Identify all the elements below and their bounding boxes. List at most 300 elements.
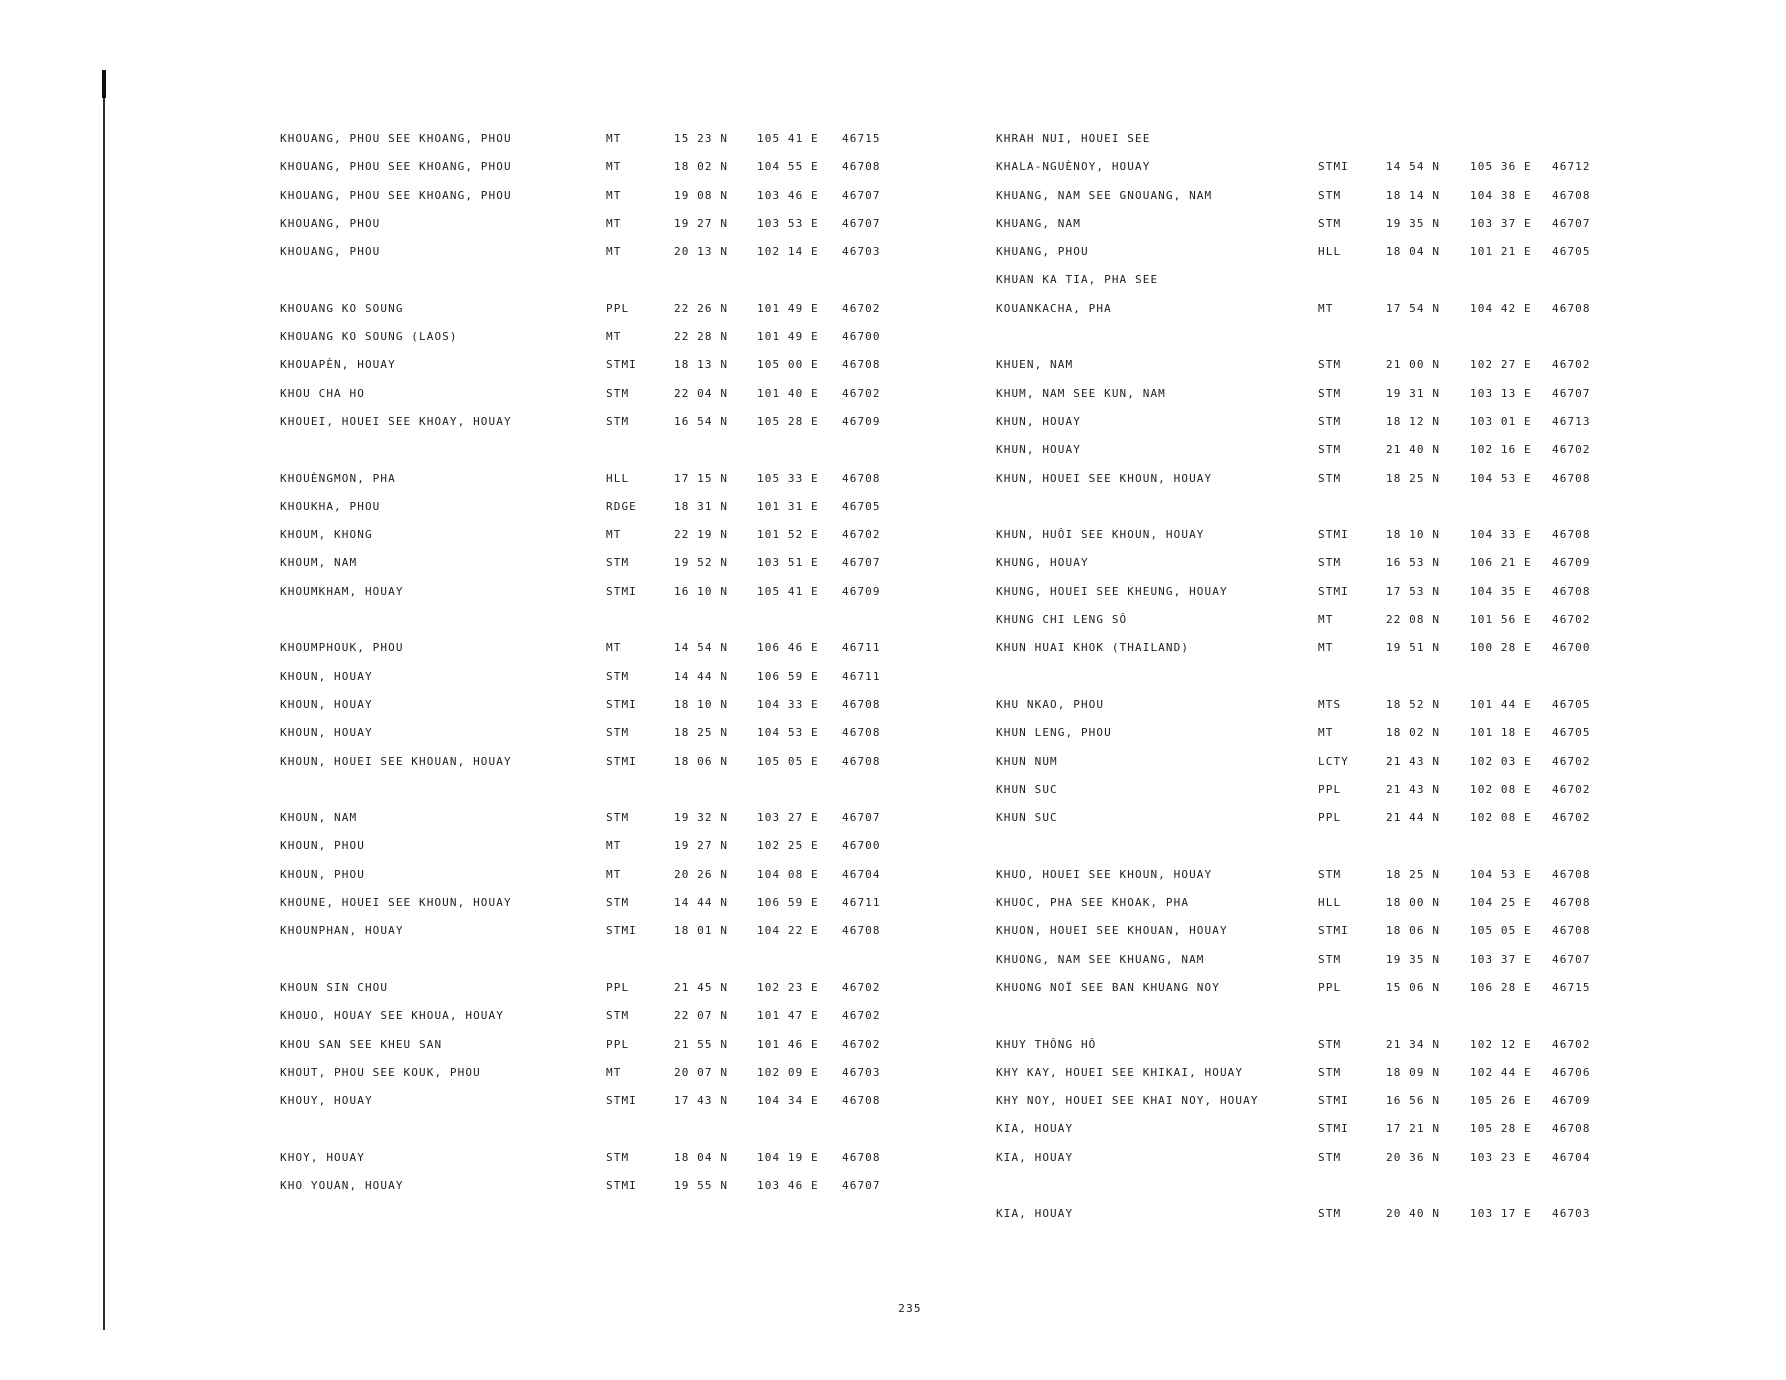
place-name: KHUAN KA TIA, PHA SEE (996, 273, 1159, 287)
feature-type: STM (1318, 386, 1342, 400)
place-name: KHOUN, NAM (280, 811, 358, 825)
map-sheet-number: 46708 (842, 697, 881, 711)
feature-type: MT (606, 160, 622, 174)
place-name: KHUANG, PHOU (996, 245, 1089, 259)
feature-type: MT (606, 528, 622, 542)
latitude: 22 19 N (674, 528, 729, 542)
place-name: KHOUN SIN CHOU (280, 980, 389, 994)
longitude: 101 40 E (757, 386, 819, 400)
longitude: 103 37 E (1470, 952, 1532, 966)
latitude: 18 02 N (1386, 726, 1441, 740)
longitude: 104 22 E (757, 924, 819, 938)
place-name: KHOUMKHAM, HOUAY (280, 584, 404, 598)
latitude: 21 43 N (1386, 782, 1441, 796)
latitude: 21 45 N (674, 980, 729, 994)
place-name: KHOUM, NAM (280, 556, 358, 570)
map-sheet-number: 46707 (842, 216, 881, 230)
longitude: 106 59 E (757, 669, 819, 683)
longitude: 101 52 E (757, 528, 819, 542)
map-sheet-number: 46702 (842, 386, 881, 400)
latitude: 22 08 N (1386, 613, 1441, 627)
longitude: 103 13 E (1470, 386, 1532, 400)
place-name: KHOUN, HOUAY (280, 697, 373, 711)
longitude: 104 53 E (757, 726, 819, 740)
latitude: 18 09 N (1386, 1065, 1441, 1079)
longitude: 102 25 E (757, 839, 819, 853)
feature-type: MT (606, 330, 622, 344)
longitude: 101 56 E (1470, 613, 1532, 627)
place-name: KHOUANG, PHOU SEE KHOANG, PHOU (280, 132, 512, 145)
feature-type: MT (1318, 726, 1334, 740)
map-sheet-number: 46708 (842, 924, 881, 938)
longitude: 105 05 E (1470, 924, 1532, 938)
map-sheet-number: 46702 (842, 528, 881, 542)
feature-type: MT (606, 867, 622, 881)
map-sheet-number: 46707 (842, 556, 881, 570)
place-name: KHU NKAO, PHOU (996, 697, 1105, 711)
longitude: 103 37 E (1470, 216, 1532, 230)
place-name: KHOUO, HOUAY SEE KHOUA, HOUAY (280, 1009, 504, 1023)
map-sheet-number: 46712 (1552, 160, 1591, 174)
longitude: 102 03 E (1470, 754, 1532, 768)
longitude: 104 19 E (757, 1150, 819, 1164)
latitude: 16 10 N (674, 584, 729, 598)
place-name: KHOUEI, HOUEI SEE KHOAY, HOUAY (280, 414, 512, 428)
latitude: 14 54 N (1386, 160, 1441, 174)
map-sheet-number: 46703 (1552, 1207, 1591, 1221)
latitude: 17 15 N (674, 471, 729, 485)
feature-type: STMI (606, 754, 637, 768)
map-sheet-number: 46705 (1552, 697, 1591, 711)
map-sheet-number: 46708 (842, 1094, 881, 1108)
latitude: 16 54 N (674, 414, 729, 428)
feature-type: STMI (1318, 924, 1349, 938)
longitude: 105 41 E (757, 584, 819, 598)
longitude: 104 53 E (1470, 867, 1532, 881)
feature-type: STMI (1318, 528, 1349, 542)
latitude: 21 40 N (1386, 443, 1441, 457)
feature-type: STM (606, 386, 630, 400)
feature-type: LCTY (1318, 754, 1349, 768)
map-sheet-number: 46708 (842, 471, 881, 485)
latitude: 14 54 N (674, 641, 729, 655)
longitude: 104 35 E (1470, 584, 1532, 598)
feature-type: MT (606, 188, 622, 202)
page-number: 235 (898, 1302, 922, 1315)
feature-type: PPL (1318, 811, 1342, 825)
map-sheet-number: 46708 (1552, 584, 1591, 598)
feature-type: STM (1318, 1037, 1342, 1051)
place-name: KHOUN, HOUEI SEE KHOUAN, HOUAY (280, 754, 512, 768)
place-name: KHOUNPHAN, HOUAY (280, 924, 404, 938)
feature-type: STMI (606, 358, 637, 372)
latitude: 17 54 N (1386, 301, 1441, 315)
map-sheet-number: 46706 (1552, 1065, 1591, 1079)
feature-type: MT (606, 245, 622, 259)
feature-type: STM (1318, 216, 1342, 230)
map-sheet-number: 46700 (842, 839, 881, 853)
feature-type: STM (606, 811, 630, 825)
feature-type: STMI (1318, 1094, 1349, 1108)
longitude: 102 44 E (1470, 1065, 1532, 1079)
map-sheet-number: 46707 (842, 811, 881, 825)
latitude: 20 26 N (674, 867, 729, 881)
map-sheet-number: 46711 (842, 669, 881, 683)
map-sheet-number: 46704 (842, 867, 881, 881)
latitude: 15 06 N (1386, 980, 1441, 994)
longitude: 102 16 E (1470, 443, 1532, 457)
map-sheet-number: 46709 (1552, 556, 1591, 570)
map-sheet-number: 46713 (1552, 414, 1591, 428)
latitude: 18 02 N (674, 160, 729, 174)
longitude: 106 21 E (1470, 556, 1532, 570)
feature-type: MT (606, 216, 622, 230)
latitude: 20 40 N (1386, 1207, 1441, 1221)
feature-type: HLL (1318, 896, 1342, 910)
latitude: 19 35 N (1386, 952, 1441, 966)
place-name: KHOUANG, PHOU SEE KHOANG, PHOU (280, 160, 512, 174)
place-name: KHY NOY, HOUEI SEE KHAI NOY, HOUAY (996, 1094, 1259, 1108)
latitude: 18 01 N (674, 924, 729, 938)
feature-type: MT (1318, 301, 1334, 315)
place-name: KHOUANG, PHOU (280, 245, 381, 259)
place-name: KHOUÈNGMON, PHA (280, 471, 396, 485)
latitude: 18 10 N (1386, 528, 1441, 542)
latitude: 18 04 N (1386, 245, 1441, 259)
latitude: 14 44 N (674, 896, 729, 910)
latitude: 22 28 N (674, 330, 729, 344)
place-name: KHUN, HUÔI SEE KHOUN, HOUAY (996, 528, 1205, 542)
latitude: 19 32 N (674, 811, 729, 825)
longitude: 103 51 E (757, 556, 819, 570)
map-sheet-number: 46708 (842, 754, 881, 768)
place-name: KHOUY, HOUAY (280, 1094, 373, 1108)
feature-type: MT (606, 1065, 622, 1079)
latitude: 19 27 N (674, 216, 729, 230)
feature-type: STM (606, 1009, 630, 1023)
longitude: 106 28 E (1470, 980, 1532, 994)
latitude: 18 10 N (674, 697, 729, 711)
map-sheet-number: 46704 (1552, 1150, 1591, 1164)
latitude: 18 25 N (674, 726, 729, 740)
map-sheet-number: 46702 (1552, 358, 1591, 372)
map-sheet-number: 46709 (842, 584, 881, 598)
longitude: 103 17 E (1470, 1207, 1532, 1221)
feature-type: HLL (606, 471, 630, 485)
longitude: 104 33 E (757, 697, 819, 711)
place-name: KHUN SUC (996, 811, 1058, 825)
place-name: KHY KAY, HOUEI SEE KHIKAI, HOUAY (996, 1065, 1244, 1079)
map-sheet-number: 46702 (1552, 613, 1591, 627)
place-name: KHOUKHA, PHOU (280, 499, 381, 513)
map-sheet-number: 46702 (1552, 1037, 1591, 1051)
place-name: KHOY, HOUAY (280, 1150, 365, 1164)
place-name: KIA, HOUAY (996, 1122, 1074, 1136)
latitude: 19 27 N (674, 839, 729, 853)
place-name: KHOUT, PHOU SEE KOUK, PHOU (280, 1065, 481, 1079)
feature-type: STM (1318, 1065, 1342, 1079)
longitude: 105 26 E (1470, 1094, 1532, 1108)
map-sheet-number: 46707 (842, 1178, 881, 1192)
place-name: KHOUN, PHOU (280, 839, 365, 853)
longitude: 104 53 E (1470, 471, 1532, 485)
longitude: 101 21 E (1470, 245, 1532, 259)
map-sheet-number: 46707 (1552, 952, 1591, 966)
map-sheet-number: 46708 (1552, 528, 1591, 542)
latitude: 19 35 N (1386, 216, 1441, 230)
map-sheet-number: 46708 (1552, 896, 1591, 910)
map-sheet-number: 46702 (1552, 443, 1591, 457)
place-name: KHOUANG KO SOUNG (LAOS) (280, 330, 458, 344)
latitude: 18 04 N (674, 1150, 729, 1164)
map-sheet-number: 46703 (842, 245, 881, 259)
place-name: KHUON, HOUEI SEE KHOUAN, HOUAY (996, 924, 1228, 938)
place-name: KHO YOUAN, HOUAY (280, 1178, 404, 1192)
feature-type: STM (1318, 188, 1342, 202)
feature-type: STMI (606, 697, 637, 711)
map-sheet-number: 46708 (842, 726, 881, 740)
map-sheet-number: 46708 (842, 160, 881, 174)
feature-type: STM (1318, 1150, 1342, 1164)
feature-type: STMI (1318, 160, 1349, 174)
longitude: 103 53 E (757, 216, 819, 230)
longitude: 105 28 E (1470, 1122, 1532, 1136)
place-name: KHUONG NOÏ SEE BAN KHUANG NOY (996, 980, 1220, 994)
latitude: 21 34 N (1386, 1037, 1441, 1051)
latitude: 14 44 N (674, 669, 729, 683)
place-name: KHOUN, HOUAY (280, 726, 373, 740)
map-sheet-number: 46709 (1552, 1094, 1591, 1108)
longitude: 102 08 E (1470, 782, 1532, 796)
feature-type: STMI (606, 1178, 637, 1192)
feature-type: STM (606, 1150, 630, 1164)
latitude: 17 43 N (674, 1094, 729, 1108)
map-sheet-number: 46705 (842, 499, 881, 513)
longitude: 101 18 E (1470, 726, 1532, 740)
map-sheet-number: 46708 (1552, 1122, 1591, 1136)
feature-type: STM (606, 896, 630, 910)
longitude: 102 27 E (1470, 358, 1532, 372)
place-name: KHUNG CHI LENG SÔ (996, 613, 1128, 627)
place-name: KHUN, HOUAY (996, 443, 1081, 457)
place-name: KHOUANG, PHOU SEE KHOANG, PHOU (280, 188, 512, 202)
latitude: 21 00 N (1386, 358, 1441, 372)
place-name: KHOUNE, HOUEI SEE KHOUN, HOUAY (280, 896, 512, 910)
feature-type: STM (606, 414, 630, 428)
latitude: 21 43 N (1386, 754, 1441, 768)
map-sheet-number: 46711 (842, 896, 881, 910)
place-name: KHOUAPÈN, HOUAY (280, 358, 396, 372)
latitude: 19 51 N (1386, 641, 1441, 655)
latitude: 16 53 N (1386, 556, 1441, 570)
latitude: 18 25 N (1386, 867, 1441, 881)
longitude: 104 42 E (1470, 301, 1532, 315)
map-sheet-number: 46702 (842, 980, 881, 994)
longitude: 103 46 E (757, 1178, 819, 1192)
feature-type: STM (1318, 414, 1342, 428)
longitude: 101 46 E (757, 1037, 819, 1051)
feature-type: STM (1318, 358, 1342, 372)
latitude: 22 26 N (674, 301, 729, 315)
feature-type: STM (606, 669, 630, 683)
latitude: 21 55 N (674, 1037, 729, 1051)
map-sheet-number: 46708 (1552, 471, 1591, 485)
longitude: 101 31 E (757, 499, 819, 513)
feature-type: STMI (1318, 584, 1349, 598)
feature-type: PPL (606, 1037, 630, 1051)
latitude: 19 08 N (674, 188, 729, 202)
place-name: KHUOC, PHA SEE KHOAK, PHA (996, 896, 1190, 910)
place-name: KHUN LENG, PHOU (996, 726, 1112, 740)
page-margin-rule (103, 70, 105, 1330)
latitude: 20 13 N (674, 245, 729, 259)
latitude: 15 23 N (674, 132, 729, 145)
place-name: KHRAH NUI, HOUEI SEE (996, 132, 1151, 145)
latitude: 18 00 N (1386, 896, 1441, 910)
map-sheet-number: 46708 (1552, 301, 1591, 315)
place-name: KHUM, NAM SEE KUN, NAM (996, 386, 1166, 400)
latitude: 18 06 N (674, 754, 729, 768)
longitude: 104 34 E (757, 1094, 819, 1108)
place-name: KIA, HOUAY (996, 1207, 1074, 1221)
longitude: 100 28 E (1470, 641, 1532, 655)
latitude: 22 04 N (674, 386, 729, 400)
longitude: 102 08 E (1470, 811, 1532, 825)
map-sheet-number: 46700 (842, 330, 881, 344)
latitude: 18 25 N (1386, 471, 1441, 485)
longitude: 106 59 E (757, 896, 819, 910)
place-name: KIA, HOUAY (996, 1150, 1074, 1164)
place-name: KHUO, HOUEI SEE KHOUN, HOUAY (996, 867, 1213, 881)
map-sheet-number: 46702 (1552, 782, 1591, 796)
longitude: 102 09 E (757, 1065, 819, 1079)
longitude: 101 49 E (757, 301, 819, 315)
place-name: KHUNG, HOUAY (996, 556, 1089, 570)
feature-type: STM (1318, 443, 1342, 457)
longitude: 106 46 E (757, 641, 819, 655)
longitude: 102 12 E (1470, 1037, 1532, 1051)
longitude: 105 41 E (757, 132, 819, 145)
feature-type: STM (606, 556, 630, 570)
longitude: 103 27 E (757, 811, 819, 825)
place-name: KHOU SAN SEE KHEU SAN (280, 1037, 443, 1051)
map-sheet-number: 46715 (1552, 980, 1591, 994)
feature-type: STM (1318, 556, 1342, 570)
longitude: 104 55 E (757, 160, 819, 174)
place-name: KHUONG, NAM SEE KHUANG, NAM (996, 952, 1205, 966)
place-name: KHOUM, KHONG (280, 528, 373, 542)
latitude: 18 31 N (674, 499, 729, 513)
feature-type: STMI (606, 924, 637, 938)
latitude: 16 56 N (1386, 1094, 1441, 1108)
latitude: 18 14 N (1386, 188, 1441, 202)
feature-type: MT (606, 839, 622, 853)
map-sheet-number: 46708 (1552, 188, 1591, 202)
place-name: KHOUN, HOUAY (280, 669, 373, 683)
place-name: KHOUANG KO SOUNG (280, 301, 404, 315)
latitude: 17 53 N (1386, 584, 1441, 598)
place-name: KHUANG, NAM SEE GNOUANG, NAM (996, 188, 1213, 202)
map-sheet-number: 46702 (842, 301, 881, 315)
feature-type: MT (1318, 641, 1334, 655)
latitude: 18 06 N (1386, 924, 1441, 938)
place-name: KHOUMPHOUK, PHOU (280, 641, 404, 655)
longitude: 105 33 E (757, 471, 819, 485)
feature-type: PPL (1318, 980, 1342, 994)
place-name: KHUN, HOUAY (996, 414, 1081, 428)
map-sheet-number: 46702 (842, 1009, 881, 1023)
longitude: 105 05 E (757, 754, 819, 768)
longitude: 104 38 E (1470, 188, 1532, 202)
longitude: 105 36 E (1470, 160, 1532, 174)
feature-type: STM (1318, 952, 1342, 966)
feature-type: RDGE (606, 499, 637, 513)
feature-type: MT (606, 132, 622, 145)
latitude: 21 44 N (1386, 811, 1441, 825)
longitude: 101 44 E (1470, 697, 1532, 711)
place-name: KHOU CHA HO (280, 386, 365, 400)
latitude: 18 52 N (1386, 697, 1441, 711)
map-sheet-number: 46709 (842, 414, 881, 428)
feature-type: STM (1318, 471, 1342, 485)
feature-type: STMI (606, 584, 637, 598)
latitude: 19 31 N (1386, 386, 1441, 400)
longitude: 103 01 E (1470, 414, 1532, 428)
feature-type: HLL (1318, 245, 1342, 259)
map-sheet-number: 46708 (842, 358, 881, 372)
place-name: KOUANKACHA, PHA (996, 301, 1112, 315)
latitude: 18 12 N (1386, 414, 1441, 428)
longitude: 104 08 E (757, 867, 819, 881)
feature-type: MTS (1318, 697, 1342, 711)
map-sheet-number: 46703 (842, 1065, 881, 1079)
longitude: 104 33 E (1470, 528, 1532, 542)
longitude: 103 46 E (757, 188, 819, 202)
place-name: KHUY THÔNG HÔ (996, 1037, 1097, 1051)
map-sheet-number: 46708 (1552, 867, 1591, 881)
feature-type: MT (1318, 613, 1334, 627)
longitude: 104 25 E (1470, 896, 1532, 910)
map-sheet-number: 46702 (1552, 811, 1591, 825)
place-name: KHUN SUC (996, 782, 1058, 796)
place-name: KHUN NUM (996, 754, 1058, 768)
longitude: 101 47 E (757, 1009, 819, 1023)
longitude: 105 00 E (757, 358, 819, 372)
latitude: 18 13 N (674, 358, 729, 372)
map-sheet-number: 46708 (842, 1150, 881, 1164)
map-sheet-number: 46700 (1552, 641, 1591, 655)
place-name: KHALA-NGUÈNOY, HOUAY (996, 160, 1151, 174)
place-name: KHUN HUAI KHOK (THAILAND) (996, 641, 1190, 655)
map-sheet-number: 46707 (1552, 386, 1591, 400)
feature-type: PPL (606, 301, 630, 315)
feature-type: STM (1318, 1207, 1342, 1221)
place-name: KHUANG, NAM (996, 216, 1081, 230)
feature-type: PPL (1318, 782, 1342, 796)
page-margin-rule-top (102, 70, 106, 98)
latitude: 20 07 N (674, 1065, 729, 1079)
latitude: 19 52 N (674, 556, 729, 570)
map-sheet-number: 46707 (1552, 216, 1591, 230)
longitude: 102 14 E (757, 245, 819, 259)
feature-type: STM (1318, 867, 1342, 881)
map-sheet-number: 46702 (842, 1037, 881, 1051)
latitude: 22 07 N (674, 1009, 729, 1023)
map-sheet-number: 46705 (1552, 245, 1591, 259)
map-sheet-number: 46711 (842, 641, 881, 655)
feature-type: MT (606, 641, 622, 655)
longitude: 105 28 E (757, 414, 819, 428)
